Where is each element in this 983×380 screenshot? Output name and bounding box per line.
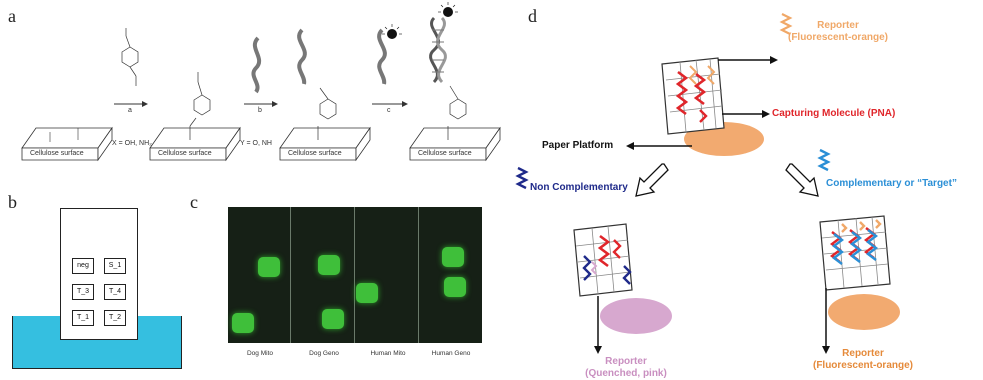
spot-human-mito xyxy=(356,283,378,303)
slot-t4: T_4 xyxy=(104,284,126,300)
reporter-top-label xyxy=(778,20,898,43)
slot-t2: T_2 xyxy=(104,310,126,326)
step-label-b: b xyxy=(258,107,262,114)
spot-dog-geno-2 xyxy=(322,309,344,329)
step-label-c: c xyxy=(387,107,391,114)
surface-label-2: Cellulose surface xyxy=(158,150,212,157)
lane-label-dog-geno: Dog Geno xyxy=(309,350,339,357)
complementary-label: Complementary or “Target” xyxy=(826,178,957,189)
surface-label-3: Cellulose surface xyxy=(288,150,342,157)
surface-label-4: Cellulose surface xyxy=(418,150,472,157)
lane-label-human-mito: Human Mito xyxy=(370,350,406,357)
lane-divider-3 xyxy=(418,207,419,343)
lane-divider-2 xyxy=(354,207,355,343)
lane-label-human-geno: Human Geno xyxy=(431,350,471,357)
arrow-to-reporter-right xyxy=(822,288,830,354)
paper-platform-label: Paper Platform xyxy=(542,140,614,151)
helix-4 xyxy=(431,2,458,82)
reporter-top-sub: (Fluorescent-orange) xyxy=(787,31,888,43)
spot-human-geno-2 xyxy=(444,277,466,297)
non-complementary-label: Non Complementary xyxy=(530,182,628,193)
surface-label-1: Cellulose surface xyxy=(30,150,84,157)
complementary-squiggle xyxy=(820,150,828,170)
capturing-label: Capturing Molecule (PNA) xyxy=(772,108,896,119)
bottom-right-disc xyxy=(828,294,900,330)
reporter-top-title: Reporter xyxy=(817,20,859,31)
panel-b-letter: b xyxy=(8,192,17,212)
slot-t3: T_3 xyxy=(72,284,94,300)
reporter-left-label xyxy=(566,356,686,379)
step-label-a: a xyxy=(128,107,132,114)
probe-strand-b xyxy=(253,38,259,92)
reporter-right-label xyxy=(798,348,928,371)
spot-dog-geno-1 xyxy=(318,255,340,275)
bottom-left-disc xyxy=(600,298,672,334)
linker-molecule xyxy=(122,28,138,86)
reporter-right-sub: (Fluorescent-orange) xyxy=(812,359,913,371)
reporter-left-sub: (Quenched, pink) xyxy=(585,367,667,379)
gel-image xyxy=(228,207,482,343)
panel-a-scheme xyxy=(0,0,520,190)
top-paper xyxy=(662,58,724,134)
reporter-right-title: Reporter xyxy=(842,348,884,359)
arrow-to-capturing xyxy=(722,110,770,118)
probe-strand-c xyxy=(379,30,385,84)
bottom-left-paper xyxy=(574,224,632,296)
lane-divider-1 xyxy=(290,207,291,343)
arrow-to-reporter-left xyxy=(594,296,602,354)
condition-y: Y = O, NH xyxy=(240,140,272,147)
probe-strand-3 xyxy=(299,30,305,84)
reporter-dot-c xyxy=(387,29,397,39)
reporter-left-title: Reporter xyxy=(605,356,647,367)
bottom-right-paper xyxy=(820,216,890,290)
spot-dog-mito-1 xyxy=(258,257,280,277)
panel-c-letter: c xyxy=(190,192,198,212)
slot-s1: S_1 xyxy=(104,258,126,274)
non-complementary-squiggle xyxy=(518,168,526,188)
condition-x: X = OH, NH₂ xyxy=(112,140,152,147)
lane-label-dog-mito: Dog Mito xyxy=(246,350,273,357)
slot-t1: T_1 xyxy=(72,310,94,326)
spot-dog-mito-2 xyxy=(232,313,254,333)
spot-human-geno-1 xyxy=(442,247,464,267)
hollow-arrow-right xyxy=(786,164,818,196)
panel-d-letter: d xyxy=(528,6,537,26)
panel-a-letter: a xyxy=(8,6,16,26)
arrow-to-reporter xyxy=(718,56,778,64)
slot-neg: neg xyxy=(72,258,94,274)
